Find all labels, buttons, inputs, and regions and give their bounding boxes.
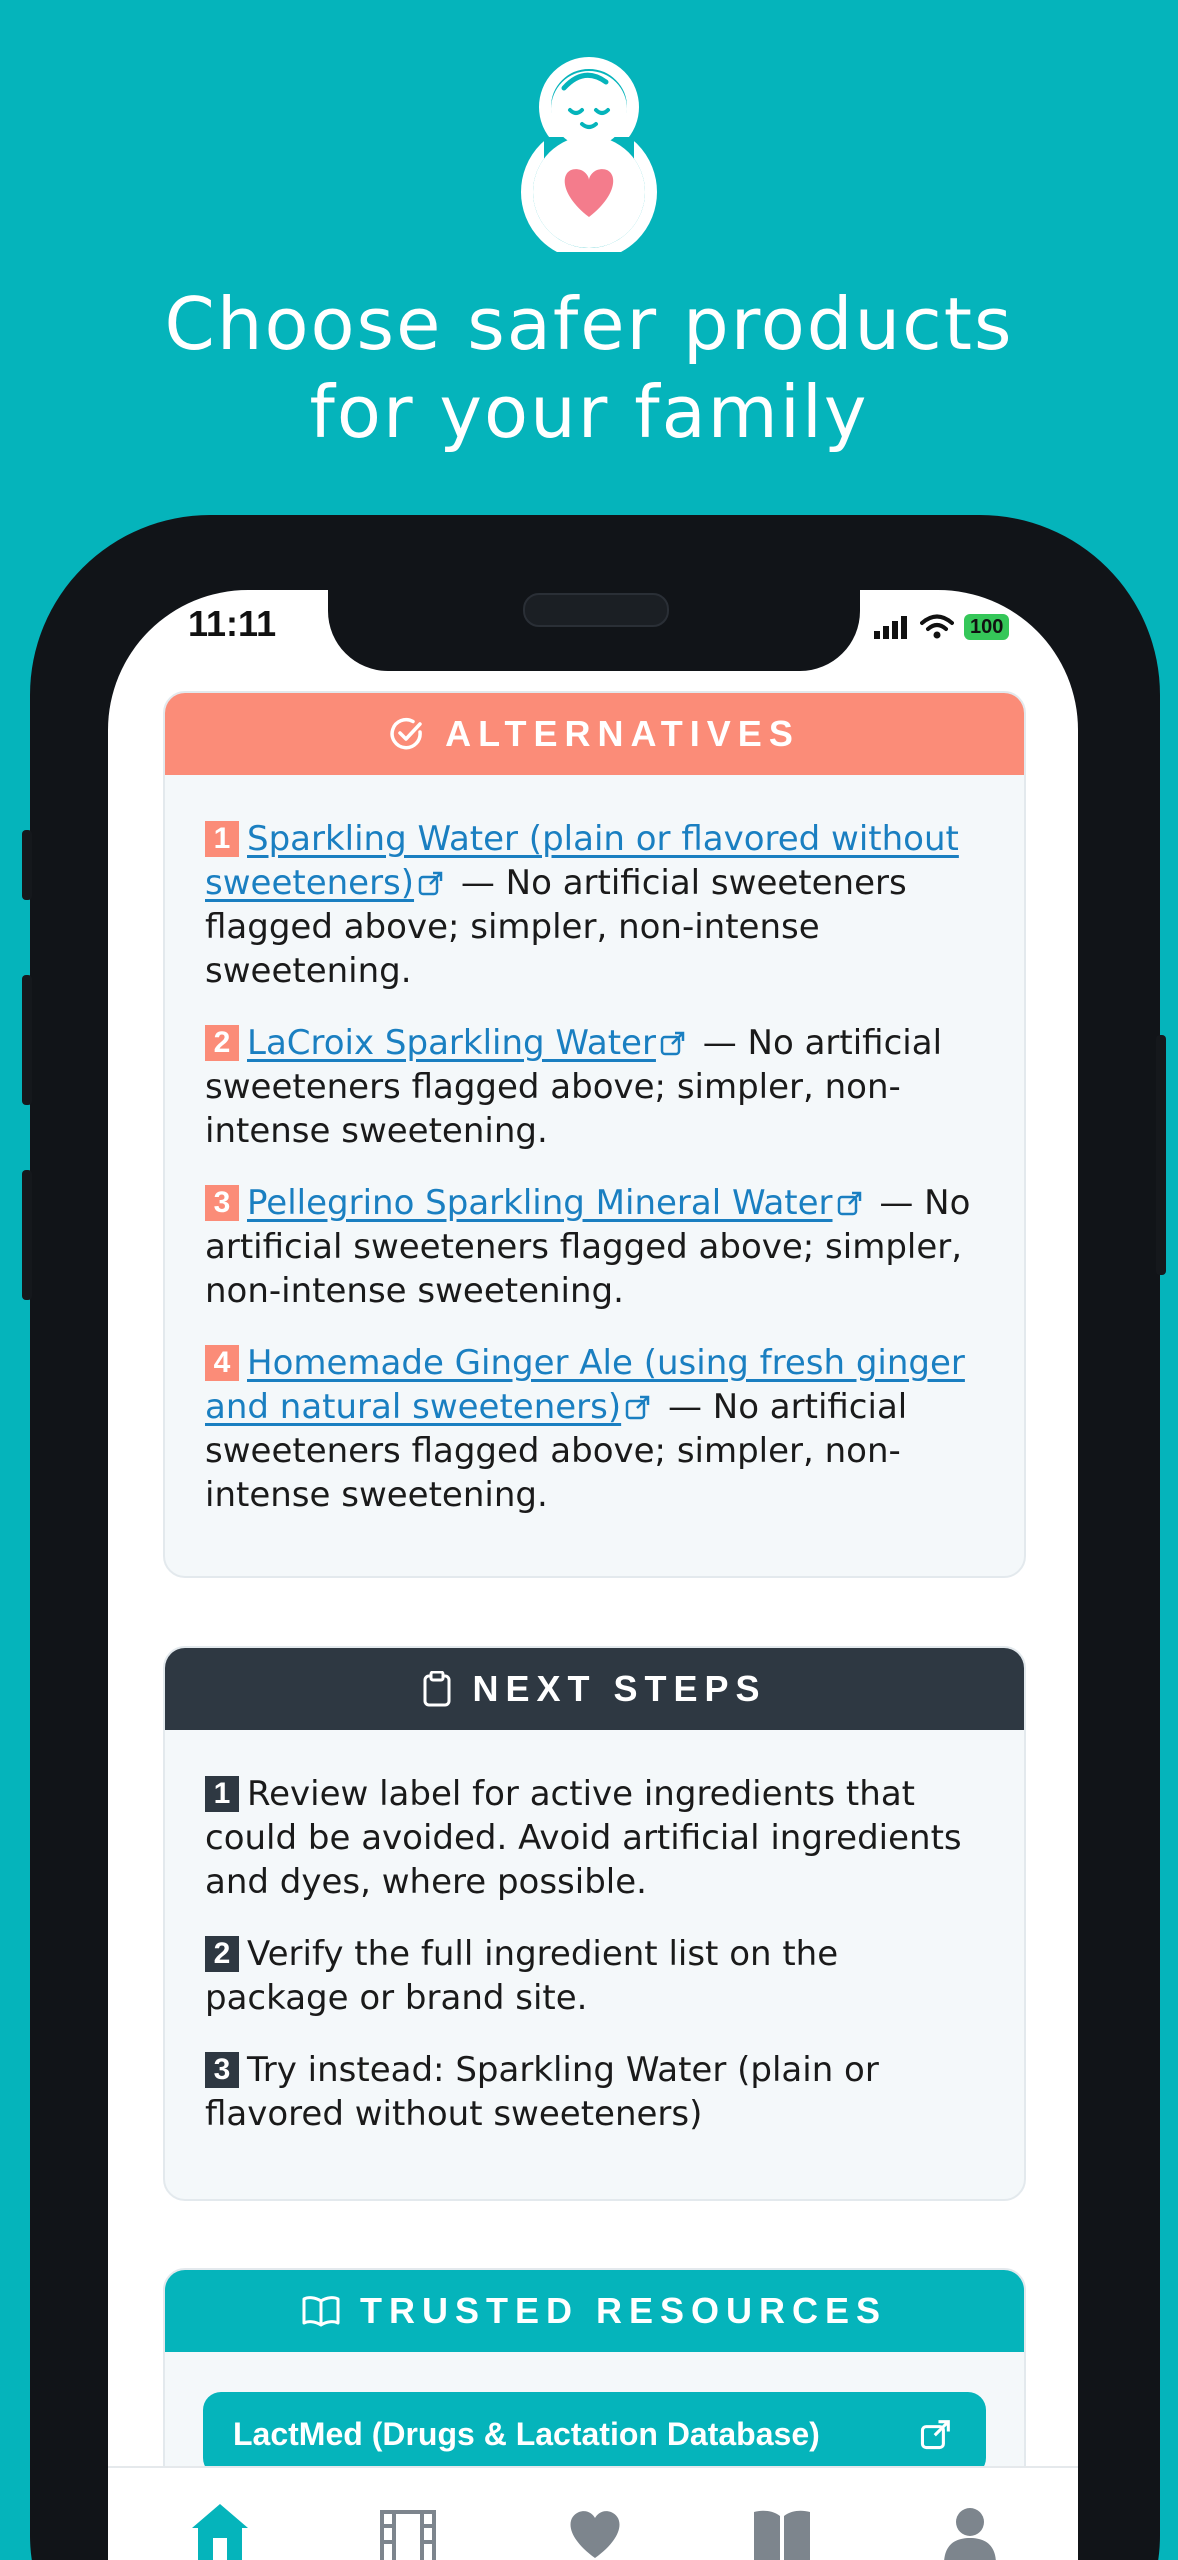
next-step-item <box>205 2048 984 2136</box>
item-number-badge: 4 <box>205 1345 239 1381</box>
item-number-badge: 3 <box>205 2052 239 2088</box>
item-number-badge: 2 <box>205 1936 239 1972</box>
alternatives-card <box>163 691 1026 1578</box>
open-book-icon <box>302 2295 340 2327</box>
battery-indicator: 100 <box>964 614 1009 640</box>
check-circle-icon <box>389 716 425 752</box>
phone-side-button <box>22 975 32 1105</box>
home-icon[interactable] <box>188 2498 252 2560</box>
next-steps-header <box>165 1648 1024 1730</box>
alternative-link-sparkling-water[interactable]: Sparkling Water (plain or flavored without sweeteners) <box>205 819 959 903</box>
hero-headline-line2: for your family <box>309 370 869 454</box>
next-steps-title: NEXT STEPS <box>472 1668 767 1709</box>
external-link-icon[interactable] <box>625 1394 651 1420</box>
next-step-text: Try instead: Sparkling Water (plain or flavored without sweeteners) <box>205 2050 879 2134</box>
heart-icon[interactable] <box>563 2498 627 2560</box>
trusted-resources-title: TRUSTED RESOURCES <box>359 2290 888 2331</box>
alternative-note: — No artificial sweeteners flagged above; simpler, non-intense sweetening. <box>205 863 907 991</box>
phone-side-button <box>22 830 32 900</box>
item-number-badge: 1 <box>205 821 239 857</box>
status-icons <box>874 612 1009 642</box>
alternative-link-lacroix[interactable]: LaCroix Sparkling Water <box>247 1023 656 1063</box>
external-link-icon[interactable] <box>837 1190 863 1216</box>
alternative-item <box>205 1341 984 1517</box>
app-logo-icon <box>514 52 664 252</box>
next-step-item <box>205 1932 984 2020</box>
phone-side-button <box>22 1170 32 1300</box>
item-number-badge: 3 <box>205 1185 239 1221</box>
alternative-link-homemade-ginger-ale[interactable]: Homemade Ginger Ale (using fresh ginger and natural sweeteners) <box>205 1343 965 1427</box>
alternative-item <box>205 1181 984 1313</box>
status-time: 11:11 <box>188 603 277 644</box>
cellular-signal-icon <box>874 615 910 639</box>
next-step-text: Verify the full ingredient list on the package or brand site. <box>205 1934 839 2018</box>
phone-side-button <box>1156 1035 1166 1275</box>
alternatives-list <box>165 775 1024 1578</box>
clipboard-icon <box>422 1671 452 1707</box>
film-icon[interactable] <box>376 2498 440 2560</box>
lactmed-resource-label: LactMed (Drugs & Lactation Database) <box>233 2415 820 2452</box>
profile-icon[interactable] <box>938 2498 1002 2560</box>
external-link-icon[interactable] <box>418 870 444 896</box>
lactmed-resource-button[interactable] <box>203 2392 986 2476</box>
alternatives-title: ALTERNATIVES <box>445 713 800 754</box>
wifi-icon <box>920 614 954 640</box>
alternative-link-pellegrino[interactable]: Pellegrino Sparkling Mineral Water <box>247 1183 833 1223</box>
hero-headline <box>0 280 1178 456</box>
external-link-icon <box>920 2418 952 2450</box>
phone-notch <box>328 585 860 671</box>
next-steps-list <box>165 1730 1024 2201</box>
bottom-tab-bar <box>108 2466 1078 2560</box>
trusted-resources-header <box>165 2270 1024 2352</box>
next-step-item <box>205 1772 984 1904</box>
alternative-item <box>205 1021 984 1153</box>
item-number-badge: 1 <box>205 1776 239 1812</box>
external-link-icon[interactable] <box>660 1030 686 1056</box>
item-number-badge: 2 <box>205 1025 239 1061</box>
next-step-text: Review label for active ingredients that could be avoided. Avoid artificial ingredients and dyes, where possible. <box>205 1774 962 1902</box>
next-steps-card <box>163 1646 1026 2201</box>
hero-headline-line1: Choose safer products <box>164 282 1014 366</box>
alternative-note: — No artificial sweeteners flagged above; simpler, non-intense sweetening. <box>205 1183 971 1311</box>
book-icon[interactable] <box>750 2498 814 2560</box>
alternative-note: — No artificial sweeteners flagged above; simpler, non-intense sweetening. <box>205 1387 908 1515</box>
alternatives-header <box>165 693 1024 775</box>
alternative-note: — No artificial sweeteners flagged above; simpler, non-intense sweetening. <box>205 1023 943 1151</box>
alternative-item <box>205 817 984 993</box>
